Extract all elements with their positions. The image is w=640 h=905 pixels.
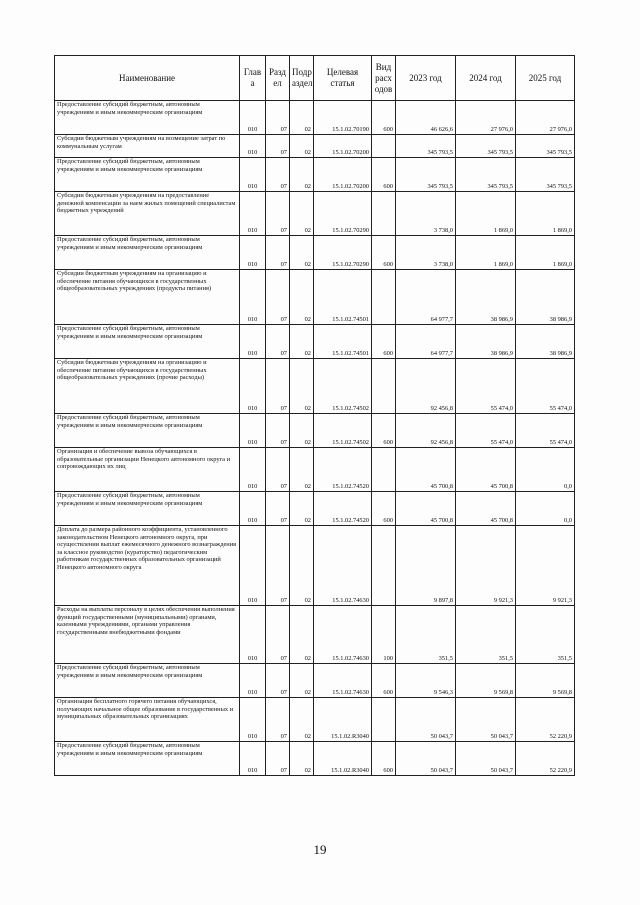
header-2025: 2025 год [516,56,575,101]
cell-cs: 15.1.02.R3040 [314,742,372,776]
cell-y2025: 351,5 [516,606,575,664]
header-podrazdel: Подр аздел [290,56,314,101]
cell-rz: 07 [266,325,290,359]
cell-cs: 15.1.02.70200 [314,158,372,192]
table-row [55,192,575,236]
cell-gl: 010 [240,664,266,698]
cell-name: Предоставление субсидий бюджетным, автономным учреждениям и иным некоммерческим организациям [55,101,240,135]
cell-vr [372,359,396,414]
cell-vr [372,135,396,158]
page-number: 19 [313,842,327,857]
cell-gl: 010 [240,158,266,192]
cell-rz: 07 [266,101,290,135]
cell-vr: 600 [372,492,396,526]
cell-y2024: 345 793,5 [456,158,516,192]
cell-y2025: 38 986,9 [516,325,575,359]
cell-y2024: 55 474,0 [456,414,516,448]
cell-rz: 07 [266,606,290,664]
cell-cs: 15.1.02.74501 [314,325,372,359]
cell-rz: 07 [266,448,290,492]
cell-name: Предоставление субсидий бюджетным, автономным учреждениям и иным некоммерческим организациям [55,158,240,192]
cell-gl: 010 [240,101,266,135]
cell-y2025: 55 474,0 [516,414,575,448]
cell-y2025: 0,0 [516,492,575,526]
cell-gl: 010 [240,270,266,325]
cell-y2023: 46 626,6 [396,101,456,135]
cell-y2023: 50 043,7 [396,698,456,742]
cell-vr: 600 [372,101,396,135]
cell-pr: 02 [290,359,314,414]
cell-gl: 010 [240,135,266,158]
cell-y2025: 52 220,9 [516,742,575,776]
table-row [55,135,575,158]
table-row [55,526,575,606]
cell-pr: 02 [290,135,314,158]
cell-y2023: 3 738,0 [396,236,456,270]
cell-vr: 600 [372,325,396,359]
cell-y2025: 55 474,0 [516,359,575,414]
cell-cs: 15.1.02.74501 [314,270,372,325]
cell-gl: 010 [240,359,266,414]
cell-gl: 010 [240,492,266,526]
cell-gl: 010 [240,236,266,270]
cell-gl: 010 [240,325,266,359]
header-name: Наименование [55,56,240,101]
cell-y2024: 345 793,5 [456,135,516,158]
cell-y2024: 50 043,7 [456,742,516,776]
header-razdel: Разд ел [266,56,290,101]
cell-pr: 02 [290,236,314,270]
cell-y2025: 1 869,0 [516,192,575,236]
cell-pr: 02 [290,492,314,526]
cell-pr: 02 [290,664,314,698]
cell-gl: 010 [240,606,266,664]
cell-rz: 07 [266,698,290,742]
table-row [55,698,575,742]
cell-y2024: 38 986,9 [456,270,516,325]
cell-rz: 07 [266,236,290,270]
cell-vr [372,270,396,325]
cell-vr [372,698,396,742]
header-2024: 2024 год [456,56,516,101]
cell-vr: 600 [372,158,396,192]
cell-rz: 07 [266,359,290,414]
cell-y2023: 9 897,8 [396,526,456,606]
cell-y2025: 52 220,9 [516,698,575,742]
cell-cs: 15.1.02.74630 [314,526,372,606]
cell-name: Предоставление субсидий бюджетным, автономным учреждениям и иным некоммерческим организациям [55,742,240,776]
table-header-row [55,56,575,101]
cell-y2025: 38 986,9 [516,270,575,325]
cell-y2024: 27 976,0 [456,101,516,135]
cell-pr: 02 [290,448,314,492]
cell-y2023: 64 977,7 [396,325,456,359]
cell-cs: 15.1.02.74520 [314,448,372,492]
table-row [55,742,575,776]
table-row [55,492,575,526]
cell-name: Предоставление субсидий бюджетным, автономным учреждениям и иным некоммерческим организациям [55,236,240,270]
cell-y2025: 0,0 [516,448,575,492]
cell-rz: 07 [266,492,290,526]
cell-y2023: 3 738,0 [396,192,456,236]
cell-y2023: 50 043,7 [396,742,456,776]
cell-cs: 15.1.02.R3040 [314,698,372,742]
cell-rz: 07 [266,270,290,325]
cell-pr: 02 [290,606,314,664]
cell-vr [372,526,396,606]
header-glava: Глав а [240,56,266,101]
cell-vr: 600 [372,664,396,698]
table-row [55,270,575,325]
cell-vr: 600 [372,236,396,270]
table-row [55,101,575,135]
cell-cs: 15.1.02.70200 [314,135,372,158]
cell-y2025: 345 793,5 [516,135,575,158]
cell-y2024: 1 869,0 [456,192,516,236]
cell-vr: 100 [372,606,396,664]
header-celevaya-statya: Целевая статья [314,56,372,101]
cell-name: Предоставление субсидий бюджетным, автономным учреждениям и иным некоммерческим организациям [55,325,240,359]
table-row [55,158,575,192]
cell-y2023: 345 793,5 [396,158,456,192]
cell-y2023: 345 793,5 [396,135,456,158]
cell-pr: 02 [290,742,314,776]
cell-rz: 07 [266,158,290,192]
budget-table [54,55,575,776]
cell-y2023: 92 456,8 [396,414,456,448]
cell-y2024: 1 869,0 [456,236,516,270]
cell-y2023: 45 700,8 [396,448,456,492]
cell-name: Субсидии бюджетным учреждениям на предоставление денежной компенсации за наем жилых помещений специалистам бюджетных учреждений [55,192,240,236]
cell-y2024: 45 700,8 [456,492,516,526]
cell-pr: 02 [290,101,314,135]
cell-y2024: 9 921,3 [456,526,516,606]
cell-cs: 15.1.02.74630 [314,606,372,664]
cell-y2024: 351,5 [456,606,516,664]
cell-name: Организация бесплатного горячего питания обучающихся, получающих начальное общее образование в государственных и муниципальных образовательных организациях [55,698,240,742]
cell-cs: 15.1.02.74520 [314,492,372,526]
cell-cs: 15.1.02.70290 [314,192,372,236]
cell-name: Расходы на выплаты персоналу в целях обеспечения выполнения функций государственными (муниципальными) органами, казенными учреждениями, органами управления государственными внебюджетными фондами [55,606,240,664]
header-2023: 2023 год [396,56,456,101]
cell-vr: 600 [372,414,396,448]
cell-rz: 07 [266,192,290,236]
cell-name: Субсидии бюджетным учреждениям на возмещение затрат по коммунальным услугам [55,135,240,158]
cell-name: Организация и обеспечение вывоза обучающихся в образовательные организации Ненецкого автономного округа и сопровождающих их лиц [55,448,240,492]
cell-y2025: 9 569,8 [516,664,575,698]
cell-pr: 02 [290,192,314,236]
cell-y2024: 38 986,9 [456,325,516,359]
cell-y2025: 9 921,3 [516,526,575,606]
cell-rz: 07 [266,664,290,698]
cell-y2024: 45 700,8 [456,448,516,492]
table-row [55,606,575,664]
cell-pr: 02 [290,414,314,448]
cell-gl: 010 [240,698,266,742]
cell-rz: 07 [266,742,290,776]
cell-gl: 010 [240,526,266,606]
cell-y2023: 64 977,7 [396,270,456,325]
cell-y2025: 27 976,0 [516,101,575,135]
cell-name: Предоставление субсидий бюджетным, автономным учреждениям и иным некоммерческим организациям [55,664,240,698]
cell-pr: 02 [290,698,314,742]
cell-pr: 02 [290,526,314,606]
cell-vr [372,192,396,236]
table-row [55,664,575,698]
cell-name: Предоставление субсидий бюджетным, автономным учреждениям и иным некоммерческим организациям [55,492,240,526]
table-row [55,236,575,270]
table-row [55,414,575,448]
cell-rz: 07 [266,414,290,448]
table-row [55,325,575,359]
table-row [55,359,575,414]
cell-gl: 010 [240,448,266,492]
cell-name: Предоставление субсидий бюджетным, автономным учреждениям и иным некоммерческим организациям [55,414,240,448]
cell-vr: 600 [372,742,396,776]
cell-pr: 02 [290,158,314,192]
header-vid-rashodov: Вид расх одов [372,56,396,101]
cell-name: Доплата до размера районного коэффициента, установленного законодательством Ненецкого автономного округа, при осуществлении выплат ежемесячного денежного вознаграждения за классное руководство (кураторство) педагогическим работникам государственных образовательных организаций Ненецкого автономного округа [55,526,240,606]
cell-name: Субсидии бюджетным учреждениям на организацию и обеспечение питания обучающихся в государственных общеобразовательных учреждениях (прочие расходы) [55,359,240,414]
cell-cs: 15.1.02.74630 [314,664,372,698]
cell-pr: 02 [290,270,314,325]
cell-pr: 02 [290,325,314,359]
cell-y2024: 50 043,7 [456,698,516,742]
cell-rz: 07 [266,135,290,158]
cell-vr [372,448,396,492]
cell-y2023: 9 546,3 [396,664,456,698]
cell-cs: 15.1.02.70190 [314,101,372,135]
cell-gl: 010 [240,742,266,776]
cell-name: Субсидии бюджетным учреждениям на организацию и обеспечение питания обучающихся в государственных общеобразовательных учреждениях (продукты питания) [55,270,240,325]
cell-y2023: 351,5 [396,606,456,664]
cell-cs: 15.1.02.70290 [314,236,372,270]
cell-cs: 15.1.02.74502 [314,359,372,414]
cell-gl: 010 [240,192,266,236]
cell-y2024: 9 569,8 [456,664,516,698]
cell-y2024: 55 474,0 [456,359,516,414]
cell-rz: 07 [266,526,290,606]
cell-cs: 15.1.02.74502 [314,414,372,448]
table-row [55,448,575,492]
cell-y2025: 1 869,0 [516,236,575,270]
cell-gl: 010 [240,414,266,448]
cell-y2023: 92 456,8 [396,359,456,414]
cell-y2025: 345 793,5 [516,158,575,192]
cell-y2023: 45 700,8 [396,492,456,526]
